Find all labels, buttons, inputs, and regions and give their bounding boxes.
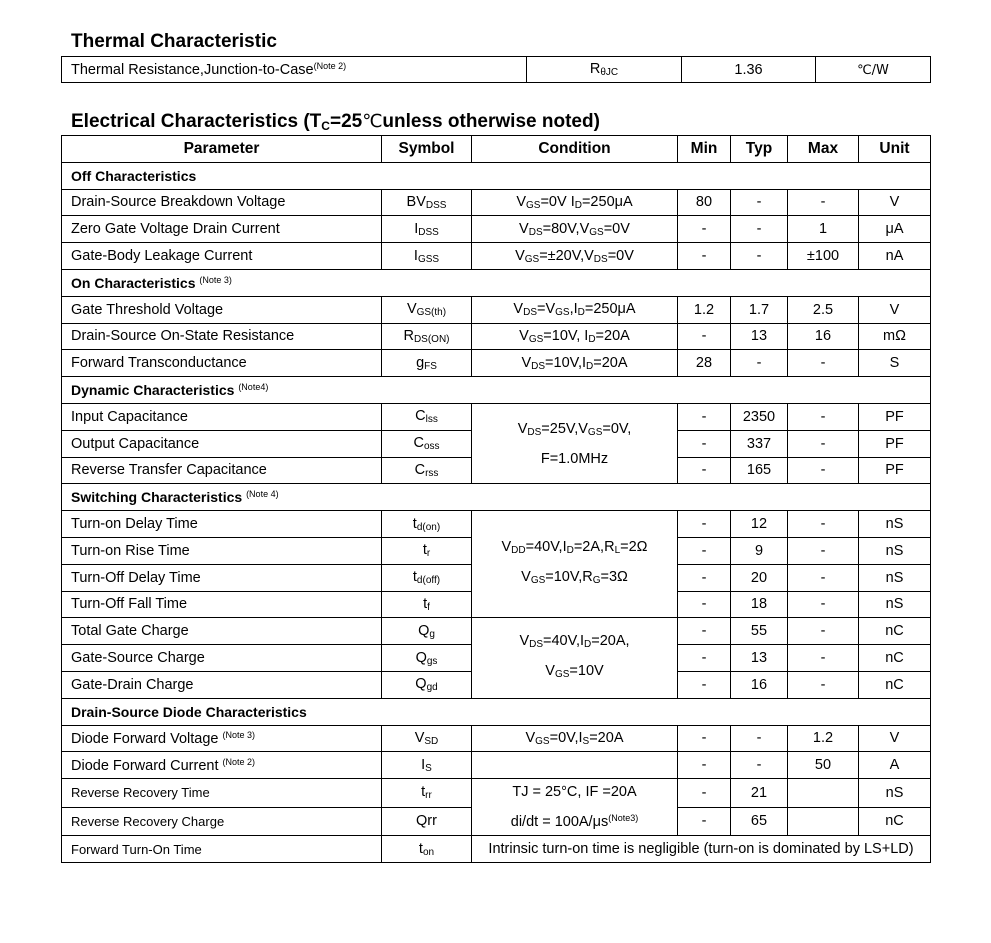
unit-cell: nS (859, 779, 931, 808)
table-row (62, 350, 931, 377)
table-row (62, 189, 931, 216)
min-cell: - (678, 323, 731, 350)
min-cell: - (678, 779, 731, 808)
min-cell: - (678, 403, 731, 430)
max-cell: ±100 (788, 243, 859, 270)
col-unit: Unit (859, 136, 931, 163)
max-cell: - (788, 671, 859, 698)
unit-cell: nC (859, 618, 931, 645)
symbol-cell: $t_{on}$ (382, 836, 472, 863)
typ-cell: 13 (731, 323, 788, 350)
max-cell (788, 779, 859, 808)
condition-cell: $V_{DD}=40V,I_D=2A,R_L=2\Omega$ $V_{GS}=10V,R_G=3\Omega$ (472, 511, 678, 618)
max-cell: - (788, 403, 859, 430)
thermal-heading: Thermal Characteristic (71, 31, 277, 52)
max-cell: 50 (788, 752, 859, 779)
min-cell: - (678, 564, 731, 591)
max-cell: - (788, 511, 859, 538)
min-cell: - (678, 457, 731, 484)
max-cell: - (788, 350, 859, 377)
unit-cell: A (859, 752, 931, 779)
min-cell: - (678, 430, 731, 457)
symbol-cell: $R_{DS(ON)}$ (382, 323, 472, 350)
param-cell: Turn-on Delay Time (62, 511, 382, 538)
typ-cell: - (731, 243, 788, 270)
table-row (62, 323, 931, 350)
symbol-cell: Qrr (382, 807, 472, 836)
table-row (62, 725, 931, 752)
symbol-cell: $I_{DSS}$ (382, 216, 472, 243)
min-cell: - (678, 511, 731, 538)
symbol-cell: $V_{GS(th)}$ (382, 296, 472, 323)
unit-cell: μA (859, 216, 931, 243)
max-cell: - (788, 564, 859, 591)
condition-cell: $V_{DS}=40V,I_D=20A$, $V_{GS}=10V$ (472, 618, 678, 698)
electrical-table (61, 135, 931, 863)
unit-cell: nA (859, 243, 931, 270)
symbol-cell: $C_{rss}$ (382, 457, 472, 484)
param-cell: Gate Threshold Voltage (62, 296, 382, 323)
param-cell: Output Capacitance (62, 430, 382, 457)
unit-cell: nC (859, 671, 931, 698)
section-switching: Switching Characteristics $^{(Note 4)}$ (62, 484, 931, 511)
condition-cell: $V_{DS}=25V,V_{GS}=0V$, F=1.0MHz (472, 403, 678, 483)
symbol-cell: $t_r$ (382, 537, 472, 564)
col-min: Min (678, 136, 731, 163)
param-cell: Total Gate Charge (62, 618, 382, 645)
section-row (62, 698, 931, 725)
col-parameter: Parameter (62, 136, 382, 163)
unit-cell: S (859, 350, 931, 377)
table-row (62, 296, 931, 323)
max-cell: 2.5 (788, 296, 859, 323)
min-cell: 1.2 (678, 296, 731, 323)
param-cell: Drain-Source On-State Resistance (62, 323, 382, 350)
typ-cell: 18 (731, 591, 788, 618)
min-cell: - (678, 243, 731, 270)
condition-cell: $V_{GS}=10V$, $I_D=20A$ (472, 323, 678, 350)
param-cell: Zero Gate Voltage Drain Current (62, 216, 382, 243)
max-cell: - (788, 618, 859, 645)
table-row (62, 216, 931, 243)
typ-cell: 21 (731, 779, 788, 808)
max-cell: 1 (788, 216, 859, 243)
unit-cell: nC (859, 645, 931, 672)
unit-cell: nS (859, 591, 931, 618)
table-row (62, 243, 931, 270)
max-cell: - (788, 457, 859, 484)
section-row (62, 484, 931, 511)
condition-cell: $V_{GS}=\pm 20V,V_{DS}=0V$ (472, 243, 678, 270)
symbol-cell: $C_{oss}$ (382, 430, 472, 457)
typ-cell: 65 (731, 807, 788, 836)
min-cell: - (678, 807, 731, 836)
symbol-cell: $I_{GSS}$ (382, 243, 472, 270)
param-cell: Gate-Source Charge (62, 645, 382, 672)
unit-cell: nS (859, 537, 931, 564)
typ-cell: 1.7 (731, 296, 788, 323)
max-cell: - (788, 645, 859, 672)
min-cell: - (678, 537, 731, 564)
param-cell: Gate-Drain Charge (62, 671, 382, 698)
max-cell: - (788, 430, 859, 457)
condition-cell: $V_{DS}=80V,V_{GS}=0V$ (472, 216, 678, 243)
min-cell: - (678, 725, 731, 752)
unit-cell: PF (859, 403, 931, 430)
typ-cell: - (731, 216, 788, 243)
condition-cell: $V_{GS}=0V$ $I_D=250\mu A$ (472, 189, 678, 216)
col-max: Max (788, 136, 859, 163)
unit-cell: nS (859, 511, 931, 538)
symbol-cell: $I_S$ (382, 752, 472, 779)
param-cell: Reverse Recovery Charge (62, 807, 382, 836)
param-cell: Turn-Off Fall Time (62, 591, 382, 618)
section-row (62, 162, 931, 189)
param-cell: Turn-Off Delay Time (62, 564, 382, 591)
section-row (62, 269, 931, 296)
min-cell: - (678, 752, 731, 779)
min-cell: - (678, 645, 731, 672)
condition-cell: TJ = 25°C, IF =20A $di/dt = 100A/\mu s^{(Note3)}$ (472, 779, 678, 836)
unit-cell: nC (859, 807, 931, 836)
value-cell: 1.36 (682, 57, 816, 83)
param-cell: Turn-on Rise Time (62, 537, 382, 564)
param-cell: Reverse Transfer Capacitance (62, 457, 382, 484)
max-cell: 16 (788, 323, 859, 350)
min-cell: - (678, 618, 731, 645)
param-cell: Reverse Recovery Time (62, 779, 382, 808)
table-row (62, 57, 931, 83)
table-row (62, 779, 931, 808)
unit-cell: PF (859, 457, 931, 484)
thermal-table (61, 56, 931, 83)
section-dynamic: Dynamic Characteristics $^{(Note4)}$ (62, 377, 931, 404)
unit-cell: V (859, 725, 931, 752)
unit-cell: PF (859, 430, 931, 457)
min-cell: 80 (678, 189, 731, 216)
col-typ: Typ (731, 136, 788, 163)
condition-cell: Intrinsic turn-on time is negligible (turn-on is dominated by LS+LD) (472, 836, 931, 863)
table-row (62, 836, 931, 863)
table-row (62, 618, 931, 645)
section-off: Off Characteristics (62, 162, 931, 189)
max-cell: - (788, 537, 859, 564)
typ-cell: 9 (731, 537, 788, 564)
min-cell: - (678, 591, 731, 618)
table-row (62, 752, 931, 779)
typ-cell: 165 (731, 457, 788, 484)
unit-cell: ℃/W (816, 57, 931, 83)
col-symbol: Symbol (382, 136, 472, 163)
unit-cell: V (859, 296, 931, 323)
typ-cell: 12 (731, 511, 788, 538)
param-cell: Forward Transconductance (62, 350, 382, 377)
symbol-cell: $t_{d(off)}$ (382, 564, 472, 591)
electrical-heading: Electrical Characteristics ($T_C=25℃unless$ otherwise noted) (71, 111, 600, 133)
condition-cell (472, 752, 678, 779)
typ-cell: - (731, 725, 788, 752)
section-on: On Characteristics $^{(Note 3)}$ (62, 269, 931, 296)
symbol-cell: $Q_g$ (382, 618, 472, 645)
col-condition: Condition (472, 136, 678, 163)
table-row (62, 511, 931, 538)
symbol-cell: $C_{lss}$ (382, 403, 472, 430)
section-row (62, 377, 931, 404)
symbol-cell: $R_{\theta JC}$ (527, 57, 682, 83)
symbol-cell: $t_{rr}$ (382, 779, 472, 808)
typ-cell: 13 (731, 645, 788, 672)
typ-cell: 20 (731, 564, 788, 591)
header-row (62, 136, 931, 163)
symbol-cell: $t_{d(on)}$ (382, 511, 472, 538)
max-cell (788, 807, 859, 836)
condition-cell: $V_{GS}=0V,I_S=20A$ (472, 725, 678, 752)
symbol-cell: $t_f$ (382, 591, 472, 618)
typ-cell: 55 (731, 618, 788, 645)
symbol-cell: $V_{SD}$ (382, 725, 472, 752)
min-cell: - (678, 216, 731, 243)
param-cell: Forward Turn-On Time (62, 836, 382, 863)
unit-cell: V (859, 189, 931, 216)
typ-cell: - (731, 752, 788, 779)
min-cell: - (678, 671, 731, 698)
param-cell: Drain-Source Breakdown Voltage (62, 189, 382, 216)
max-cell: 1.2 (788, 725, 859, 752)
min-cell: 28 (678, 350, 731, 377)
param-cell: Diode Forward Voltage $^{(Note 3)}$ (62, 725, 382, 752)
param-cell: Thermal Resistance,Junction-to-Case$^{(Note 2)}$ (62, 57, 527, 83)
max-cell: - (788, 591, 859, 618)
condition-cell: $V_{DS}=10V,I_D=20A$ (472, 350, 678, 377)
symbol-cell: $Q_{gs}$ (382, 645, 472, 672)
typ-cell: - (731, 189, 788, 216)
typ-cell: 2350 (731, 403, 788, 430)
symbol-cell: $Q_{gd}$ (382, 671, 472, 698)
param-cell: Gate-Body Leakage Current (62, 243, 382, 270)
section-diode: Drain-Source Diode Characteristics (62, 698, 931, 725)
unit-cell: nS (859, 564, 931, 591)
typ-cell: 337 (731, 430, 788, 457)
condition-cell: $V_{DS}=V_{GS},I_D=250\mu A$ (472, 296, 678, 323)
param-cell: Diode Forward Current $^{(Note 2)}$ (62, 752, 382, 779)
symbol-cell: $BV_{DSS}$ (382, 189, 472, 216)
symbol-cell: $g_{FS}$ (382, 350, 472, 377)
typ-cell: 16 (731, 671, 788, 698)
table-row (62, 403, 931, 430)
max-cell: - (788, 189, 859, 216)
typ-cell: - (731, 350, 788, 377)
param-cell: Input Capacitance (62, 403, 382, 430)
unit-cell: mΩ (859, 323, 931, 350)
